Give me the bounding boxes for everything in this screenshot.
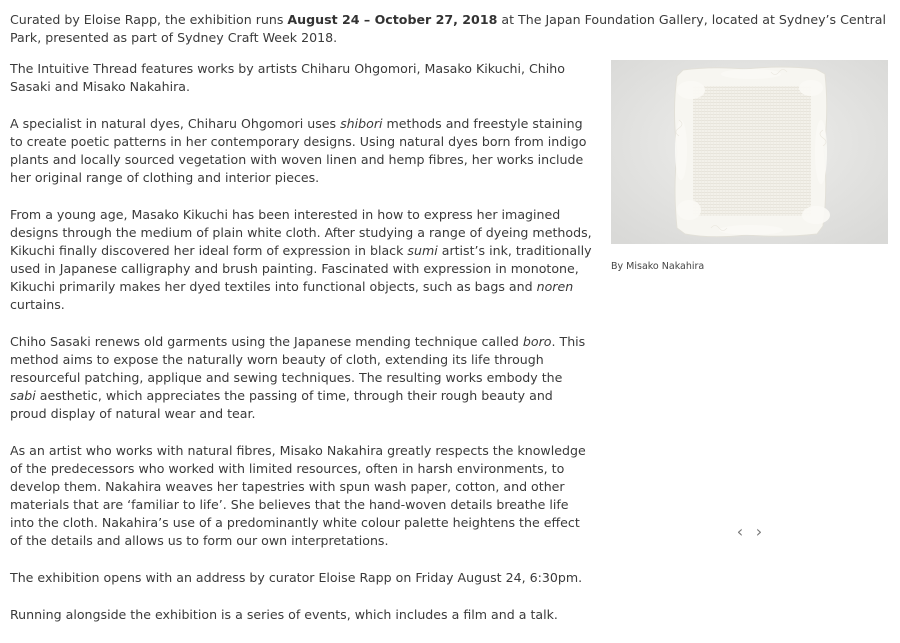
term-noren: noren	[536, 279, 574, 294]
text-span: curtains.	[10, 297, 65, 312]
text-span: . This method aims to expose the naturally worn beauty of cloth, extending its life through resourceful patching, applique and sewing techniques. The resulting works embody the	[10, 334, 586, 385]
text-span: Chiho Sasaki renews old garments using the Japanese mending technique called	[10, 334, 523, 349]
term-sumi: sumi	[407, 243, 438, 258]
article-body	[10, 60, 592, 643]
exhibition-dates: August 24 – October 27, 2018	[287, 12, 498, 27]
term-shibori: shibori	[340, 116, 383, 131]
exhibition-intro	[10, 11, 890, 47]
text-span: A specialist in natural dyes, Chiharu Ohgomori uses	[10, 116, 341, 131]
text-span: From a young age, Masako Kikuchi has been interested in how to express her imagined designs through the medium of plain white cloth. After studying a range of dyeing methods, Kikuchi finally discovered her ideal form of expression in black	[10, 207, 592, 258]
intro-text-before: Curated by Eloise Rapp, the exhibition runs	[10, 12, 288, 27]
term-sabi: sabi	[10, 388, 36, 403]
ohgomori-paragraph	[10, 115, 592, 187]
textile-artwork-picture	[611, 60, 888, 244]
chevron-right-icon[interactable]: ›	[755, 522, 763, 541]
image-caption: By Misako Nakahira	[611, 261, 705, 272]
chevron-left-icon[interactable]: ‹	[736, 522, 744, 541]
events-paragraph: Running alongside the exhibition is a series of events, which includes a film and a talk.	[10, 607, 558, 622]
kikuchi-paragraph	[10, 206, 592, 314]
artwork-image[interactable]	[611, 60, 888, 244]
artists-paragraph: The Intuitive Thread features works by artists Chiharu Ohgomori, Masako Kikuchi, Chiho Sasaki and Misako Nakahira.	[10, 61, 565, 94]
image-gallery	[611, 60, 889, 273]
sasaki-paragraph	[10, 333, 592, 423]
term-boro: boro	[522, 334, 552, 349]
opening-paragraph: The exhibition opens with an address by curator Eloise Rapp on Friday August 24, 6:30pm.	[10, 570, 583, 585]
carousel-navigation	[733, 524, 769, 542]
text-span: methods and freestyle staining to create poetic patterns in her contemporary designs. Using natural dyes born from indigo plants and locally sourced vegetation with woven linen and hemp fibres, her works include her original range of clothing and interior pieces.	[10, 116, 587, 185]
text-span: artist’s ink, traditionally used in Japanese calligraphy and brush painting. Fascinated with expression in monotone, Kikuchi primarily makes her dyed textiles into functional objects, such as bags and	[10, 243, 592, 294]
text-span: aesthetic, which appreciates the passing of time, through their rough beauty and proud display of natural wear and tear.	[10, 388, 553, 421]
nakahira-paragraph: As an artist who works with natural fibres, Misako Nakahira greatly respects the knowledge of the predecessors who worked with limited resources, often in harsh environments, to develop them. Nakahira weaves her tapestries with spun wash paper, cotton, and other materials that are ‘familiar to life’. She believes that the hand-woven details breathe life into the cloth. Nakahira’s use of a predominantly white colour palette heightens the effect of the details and allows us to form our own interpretations.	[10, 443, 586, 548]
intro-text-after: at The Japan Foundation Gallery, located at Sydney’s Central Park, presented as part of Sydney Craft Week 2018.	[10, 12, 886, 45]
